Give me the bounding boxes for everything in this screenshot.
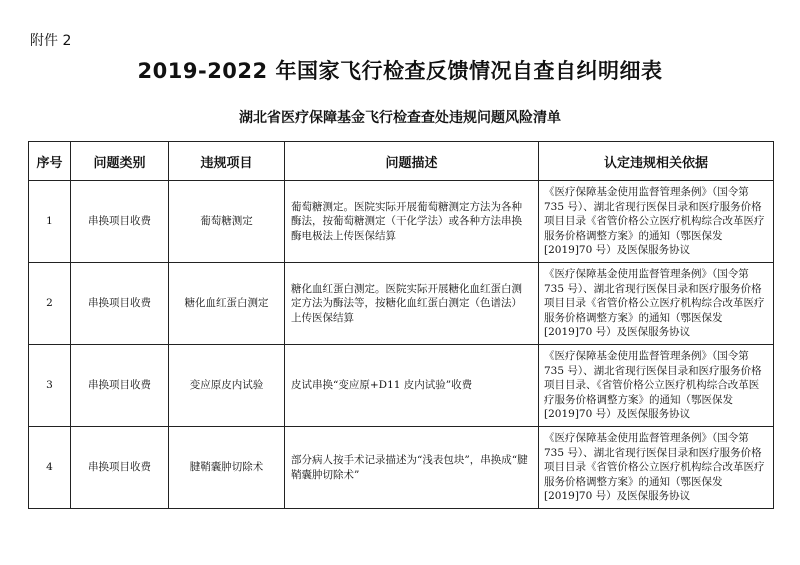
row-no: 4 xyxy=(29,427,71,509)
row-category: 串换项目收费 xyxy=(71,181,169,263)
header-basis: 认定违规相关依据 xyxy=(539,142,774,181)
violation-table xyxy=(28,141,774,509)
row-description: 葡萄糖测定。医院实际开展葡萄糖测定方法为各种酶法，按葡萄糖测定（干化学法）或各种方法串换酶电极法上传医保结算 xyxy=(285,181,539,263)
row-category: 串换项目收费 xyxy=(71,263,169,345)
row-description: 皮试串换“变应原+D11 皮内试验”收费 xyxy=(285,345,539,427)
row-item: 变应原皮内试验 xyxy=(169,345,285,427)
row-basis: 《医疗保障基金使用监督管理条例》（国令第 735 号）、湖北省现行医保目录和医疗服务价格项目目录《省管价格公立医疗机构综合改革医疗服务价格调整方案》的通知（鄂医保发[2019]70 号）及医保服务协议 xyxy=(539,427,774,509)
attachment-label: 附件 2 xyxy=(30,33,72,49)
header-description: 问题描述 xyxy=(285,142,539,181)
row-no: 3 xyxy=(29,345,71,427)
row-no: 1 xyxy=(29,181,71,263)
table-row xyxy=(29,181,774,263)
row-basis: 《医疗保障基金使用监督管理条例》（国令第 735 号）、湖北省现行医保目录和医疗服务价格项目目录、《省管价格公立医疗机构综合改革医疗服务价格调整方案》的通知（鄂医保发[2019]70 号）及医保服务协议 xyxy=(539,345,774,427)
row-category: 串换项目收费 xyxy=(71,345,169,427)
row-description: 糖化血红蛋白测定。医院实际开展糖化血红蛋白测定方法为酶法等，按糖化血红蛋白测定（色谱法）上传医保结算 xyxy=(285,263,539,345)
row-basis: 《医疗保障基金使用监督管理条例》（国令第 735 号）、湖北省现行医保目录和医疗服务价格项目目录《省管价格公立医疗机构综合改革医疗服务价格调整方案》的通知（鄂医保发[2019]70 号）及医保服务协议 xyxy=(539,263,774,345)
header-no: 序号 xyxy=(29,142,71,181)
table-row xyxy=(29,345,774,427)
row-no: 2 xyxy=(29,263,71,345)
table-row xyxy=(29,263,774,345)
row-item: 葡萄糖测定 xyxy=(169,181,285,263)
table-header-row xyxy=(29,142,774,181)
table-subtitle: 湖北省医疗保障基金飞行检查查处违规问题风险清单 xyxy=(239,110,561,126)
header-category: 问题类别 xyxy=(71,142,169,181)
header-item: 违规项目 xyxy=(169,142,285,181)
row-category: 串换项目收费 xyxy=(71,427,169,509)
page-title: 2019-2022 年国家飞行检查反馈情况自查自纠明细表 xyxy=(137,59,663,83)
row-item: 糖化血红蛋白测定 xyxy=(169,263,285,345)
row-description: 部分病人按手术记录描述为“浅表包块”，串换成“腱鞘囊肿切除术” xyxy=(285,427,539,509)
table-row xyxy=(29,427,774,509)
row-basis: 《医疗保障基金使用监督管理条例》（国令第 735 号）、湖北省现行医保目录和医疗服务价格项目目录《省管价格公立医疗机构综合改革医疗服务价格调整方案》的通知（鄂医保发[2019]70 号）及医保服务协议 xyxy=(539,181,774,263)
row-item: 腱鞘囊肿切除术 xyxy=(169,427,285,509)
